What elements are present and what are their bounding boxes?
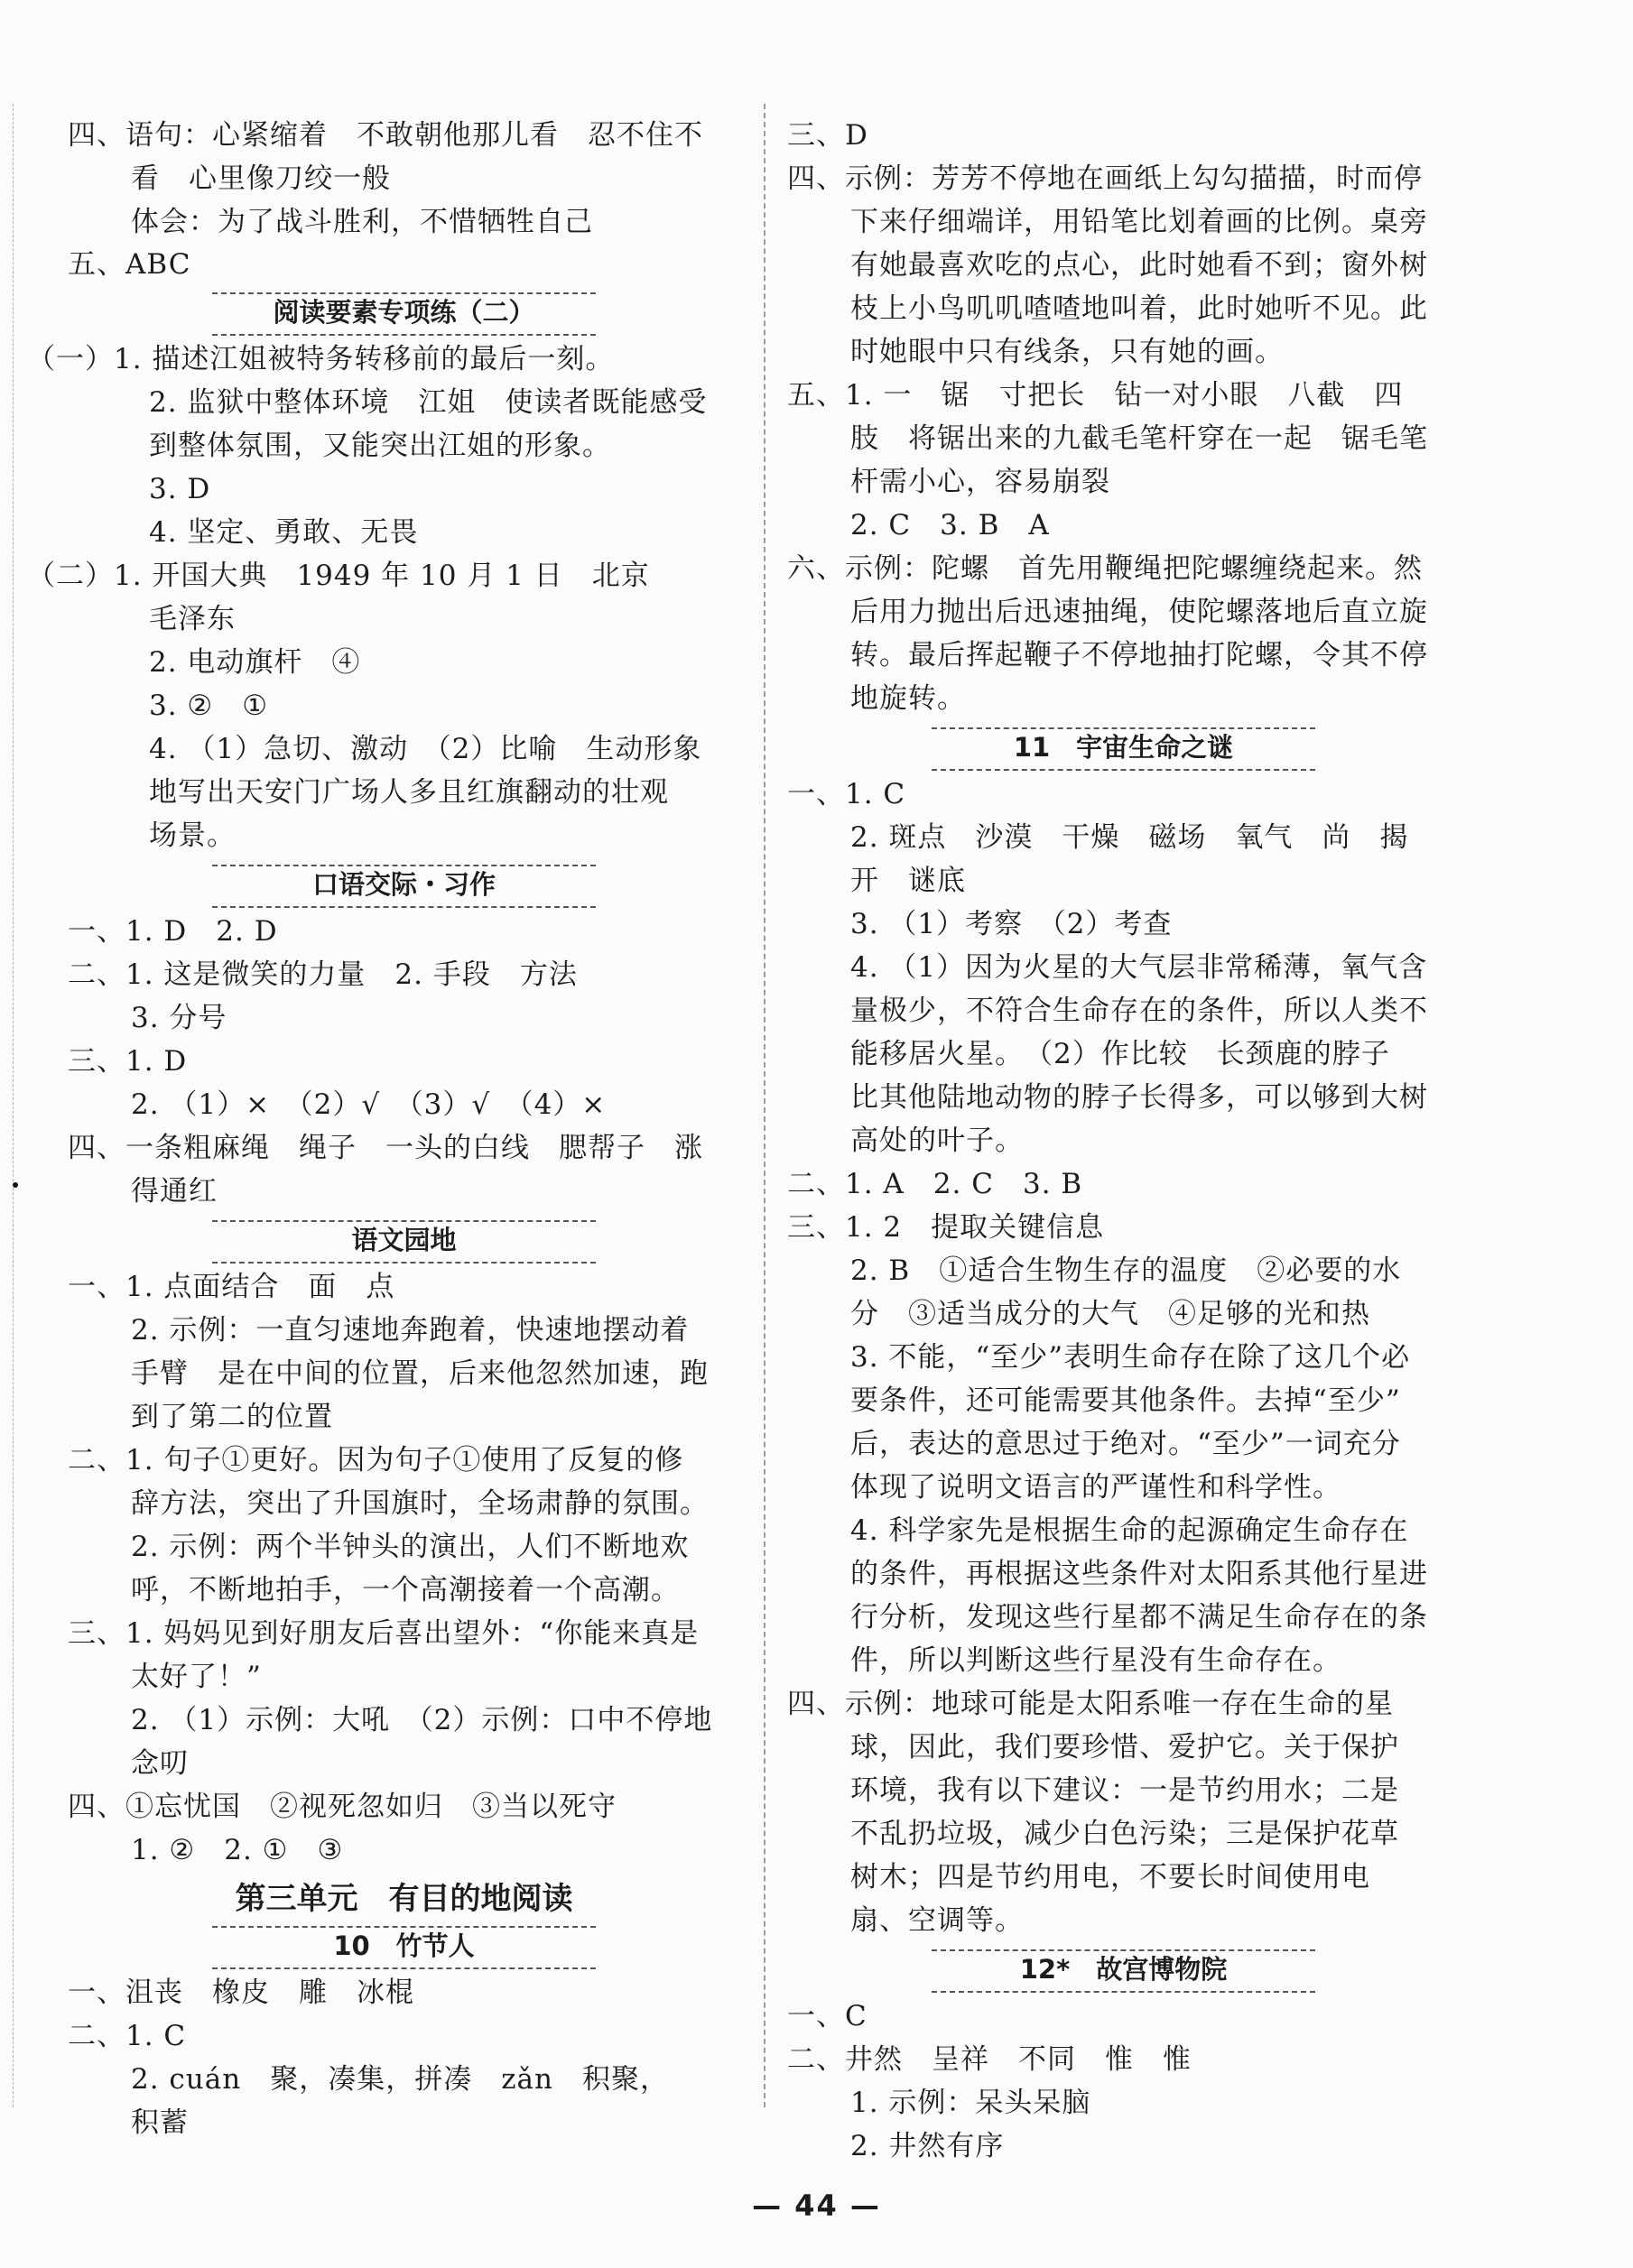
text-line: 地旋转。 (850, 682, 966, 715)
text-line: 二、井然 呈祥 不同 惟 惟 (787, 2043, 1192, 2076)
text-line: 3. 分号 (131, 1002, 227, 1034)
text-line: 二、1. C (68, 2020, 187, 2052)
text-line: 1. ② 2. ① ③ (131, 1834, 344, 1866)
text-line: 转。最后挥起鞭子不停地抽打陀螺，令其不停 (850, 639, 1428, 671)
text-line: 三、1. D (68, 1045, 188, 1078)
text-line: 四、①忘忧国 ②视死忽如归 ③当以死守 (68, 1791, 617, 1823)
text-line: 2. 监狱中整体环境 江姐 使读者既能感受 (149, 386, 708, 419)
text-line: 二、1. A 2. C 3. B (787, 1168, 1083, 1200)
text-line: 能移居火星。 （2）作比较 长颈鹿的脖子 (850, 1038, 1390, 1070)
section-heading: 阅读要素专项练（二） (212, 294, 596, 336)
text-line: 一、C (787, 2000, 868, 2032)
text-line: 环境，我有以下建议：一是节约用水；二是 (850, 1774, 1399, 1807)
text-line: 太好了！” (131, 1661, 262, 1693)
text-line: 四、语句：心紧缩着 不敢朝他那儿看 忍不住不 (68, 119, 703, 152)
text-line: 2. 斑点 沙漠 干燥 磁场 氧气 尚 揭 (850, 821, 1409, 854)
text-line: 呼，不断地拍手，一个高潮接着一个高潮。 (131, 1574, 680, 1606)
text-line: 体现了说明文语言的严谨性和科学性。 (850, 1471, 1341, 1504)
text-line: 高处的叶子。 (850, 1125, 1024, 1157)
text-line: 后用力抛出后迅速抽绳，使陀螺落地后直立旋 (850, 596, 1428, 628)
text-line: 三、1. 妈妈见到好朋友后喜出望外：“你能来真是 (68, 1617, 700, 1650)
text-line: 4. （1）急切、激动 （2）比喻 生动形象 (149, 733, 702, 765)
text-line: 3. D (149, 473, 211, 505)
text-line: 件，所以判断这些行星没有生命存在。 (850, 1644, 1341, 1677)
page-number: — 44 — (752, 2189, 881, 2223)
text-line: 三、D (787, 119, 868, 152)
text-line: 行分析，发现这些行星都不满足生命存在的条 (850, 1601, 1428, 1634)
text-line: 三、1. 2 提取关键信息 (787, 1211, 1105, 1244)
text-line: 2. 示例：两个半钟头的演出，人们不断地欢 (131, 1531, 690, 1563)
text-line: 开 谜底 (850, 865, 966, 897)
text-line: 到了第二的位置 (131, 1401, 333, 1433)
text-line: 下来仔细端详，用铅笔比划着画的比例。桌旁 (850, 206, 1428, 238)
text-line: 一、1. D 2. D (68, 915, 278, 948)
text-line: 一、1. C (787, 778, 906, 810)
section-heading: 语文园地 (212, 1222, 596, 1264)
text-line: 分 ③适当成分的大气 ④足够的光和热 (850, 1298, 1370, 1330)
text-line: 看 心里像刀绞一般 (131, 162, 391, 195)
text-line: 2. （1）× （2）√ （3）√ （4）× (131, 1088, 607, 1121)
text-line: 有她最喜欢吃的点心，此时她看不到；窗外树 (850, 249, 1428, 282)
text-line: 4. 坚定、勇敢、无畏 (149, 516, 419, 549)
text-line: 积蓄 (131, 2106, 189, 2139)
text-line: 杆需小心，容易崩裂 (850, 466, 1110, 498)
text-line: 六、示例：陀螺 首先用鞭绳把陀螺缠绕起来。然 (787, 552, 1423, 585)
text-line: 二、1. 这是微笑的力量 2. 手段 方法 (68, 958, 578, 991)
text-line: 一、1. 点面结合 面 点 (68, 1271, 395, 1303)
text-line: 手臂 是在中间的位置，后来他忽然加速，跑 (131, 1357, 709, 1390)
text-line: 四、示例：芳芳不停地在画纸上勾勾描描，时而停 (787, 162, 1423, 195)
text-line: 得通红 (131, 1175, 218, 1208)
text-line: （二）1. 开国大典 1949 年 10 月 1 日 北京 (27, 560, 650, 592)
column-divider (764, 104, 765, 2107)
text-line: 体会：为了战斗胜利，不惜牺牲自己 (131, 206, 593, 238)
text-line: 不乱扔垃圾，减少白色污染；三是保护花草 (850, 1818, 1399, 1850)
unit-title: 第三单元 有目的地阅读 (235, 1881, 573, 1917)
text-line: 2. 电动旗杆 ④ (149, 646, 361, 679)
text-line: 辞方法，突出了升国旗时，全场肃静的氛围。 (131, 1487, 709, 1520)
text-line: 毛泽东 (149, 603, 236, 635)
text-line: 时她眼中只有线条，只有她的画。 (850, 336, 1284, 368)
text-line: 树木；四是节约用电，不要长时间使用电 (850, 1861, 1370, 1893)
text-line: 四、一条粗麻绳 绳子 一头的白线 腮帮子 涨 (68, 1132, 703, 1164)
section-heading: 口语交际・习作 (212, 866, 596, 908)
text-line: 念叨 (131, 1747, 189, 1780)
section-heading: 11 宇宙生命之谜 (932, 729, 1315, 771)
text-line: 到整体氛围，又能突出江姐的形象。 (149, 430, 611, 462)
text-line: 四、示例：地球可能是太阳系唯一存在生命的星 (787, 1688, 1394, 1720)
text-line: 量极少，不符合生命存在的条件，所以人类不 (850, 995, 1428, 1027)
section-heading: 10 竹节人 (212, 1928, 596, 1969)
margin-dot (13, 1182, 18, 1188)
text-line: 扇、空调等。 (850, 1904, 1024, 1937)
text-line: 场景。 (149, 819, 236, 852)
text-line: 2. cuán 聚，凑集，拼凑 zǎn 积聚， (131, 2063, 669, 2096)
section-heading: 12* 故宫博物院 (932, 1951, 1315, 1993)
left-edge-rule (13, 104, 14, 2107)
text-line: 五、1. 一 锯 寸把长 钻一对小眼 八截 四 (787, 379, 1404, 412)
text-line: 的条件，再根据这些条件对太阳系其他行星进 (850, 1558, 1428, 1590)
text-line: 1. 示例：呆头呆脑 (850, 2087, 1091, 2119)
text-line: 后，表达的意思过于绝对。“至少”一词充分 (850, 1428, 1401, 1460)
text-line: 2. C 3. B A (850, 509, 1050, 542)
text-line: 一、沮丧 橡皮 雕 冰棍 (68, 1976, 414, 2009)
text-line: 地写出天安门广场人多且红旗翻动的壮观 (149, 776, 669, 809)
text-line: 二、1. 句子①更好。因为句子①使用了反复的修 (68, 1444, 684, 1477)
text-line: 3. （1）考察 （2）考查 (850, 908, 1173, 940)
text-line: 3. ② ① (149, 690, 269, 722)
text-line: 五、ABC (68, 248, 191, 281)
text-line: 2. （1）示例：大吼 （2）示例：口中不停地 (131, 1704, 713, 1736)
text-line: 3. 不能，“至少”表明生命存在除了这几个必 (850, 1341, 1411, 1374)
text-line: 4. 科学家先是根据生命的起源确定生命存在 (850, 1514, 1409, 1547)
text-line: 要条件，还可能需要其他条件。去掉“至少” (850, 1384, 1401, 1417)
text-line: 2. B ①适合生物生存的温度 ②必要的水 (850, 1254, 1402, 1287)
text-line: 2. 井然有序 (850, 2130, 1005, 2162)
text-line: 4. （1）因为火星的大气层非常稀薄，氧气含 (850, 951, 1428, 984)
text-line: 2. 示例：一直匀速地奔跑着，快速地摆动着 (131, 1314, 690, 1347)
text-line: 球，因此，我们要珍惜、爱护它。关于保护 (850, 1731, 1399, 1763)
text-line: 比其他陆地动物的脖子长得多，可以够到大树 (850, 1081, 1428, 1114)
text-line: （一）1. 描述江姐被特务转移前的最后一刻。 (27, 343, 615, 375)
text-line: 肢 将锯出来的九截毛笔杆穿在一起 锯毛笔 (850, 422, 1428, 455)
text-line: 枝上小鸟叽叽喳喳地叫着，此时她听不见。此 (850, 292, 1428, 325)
